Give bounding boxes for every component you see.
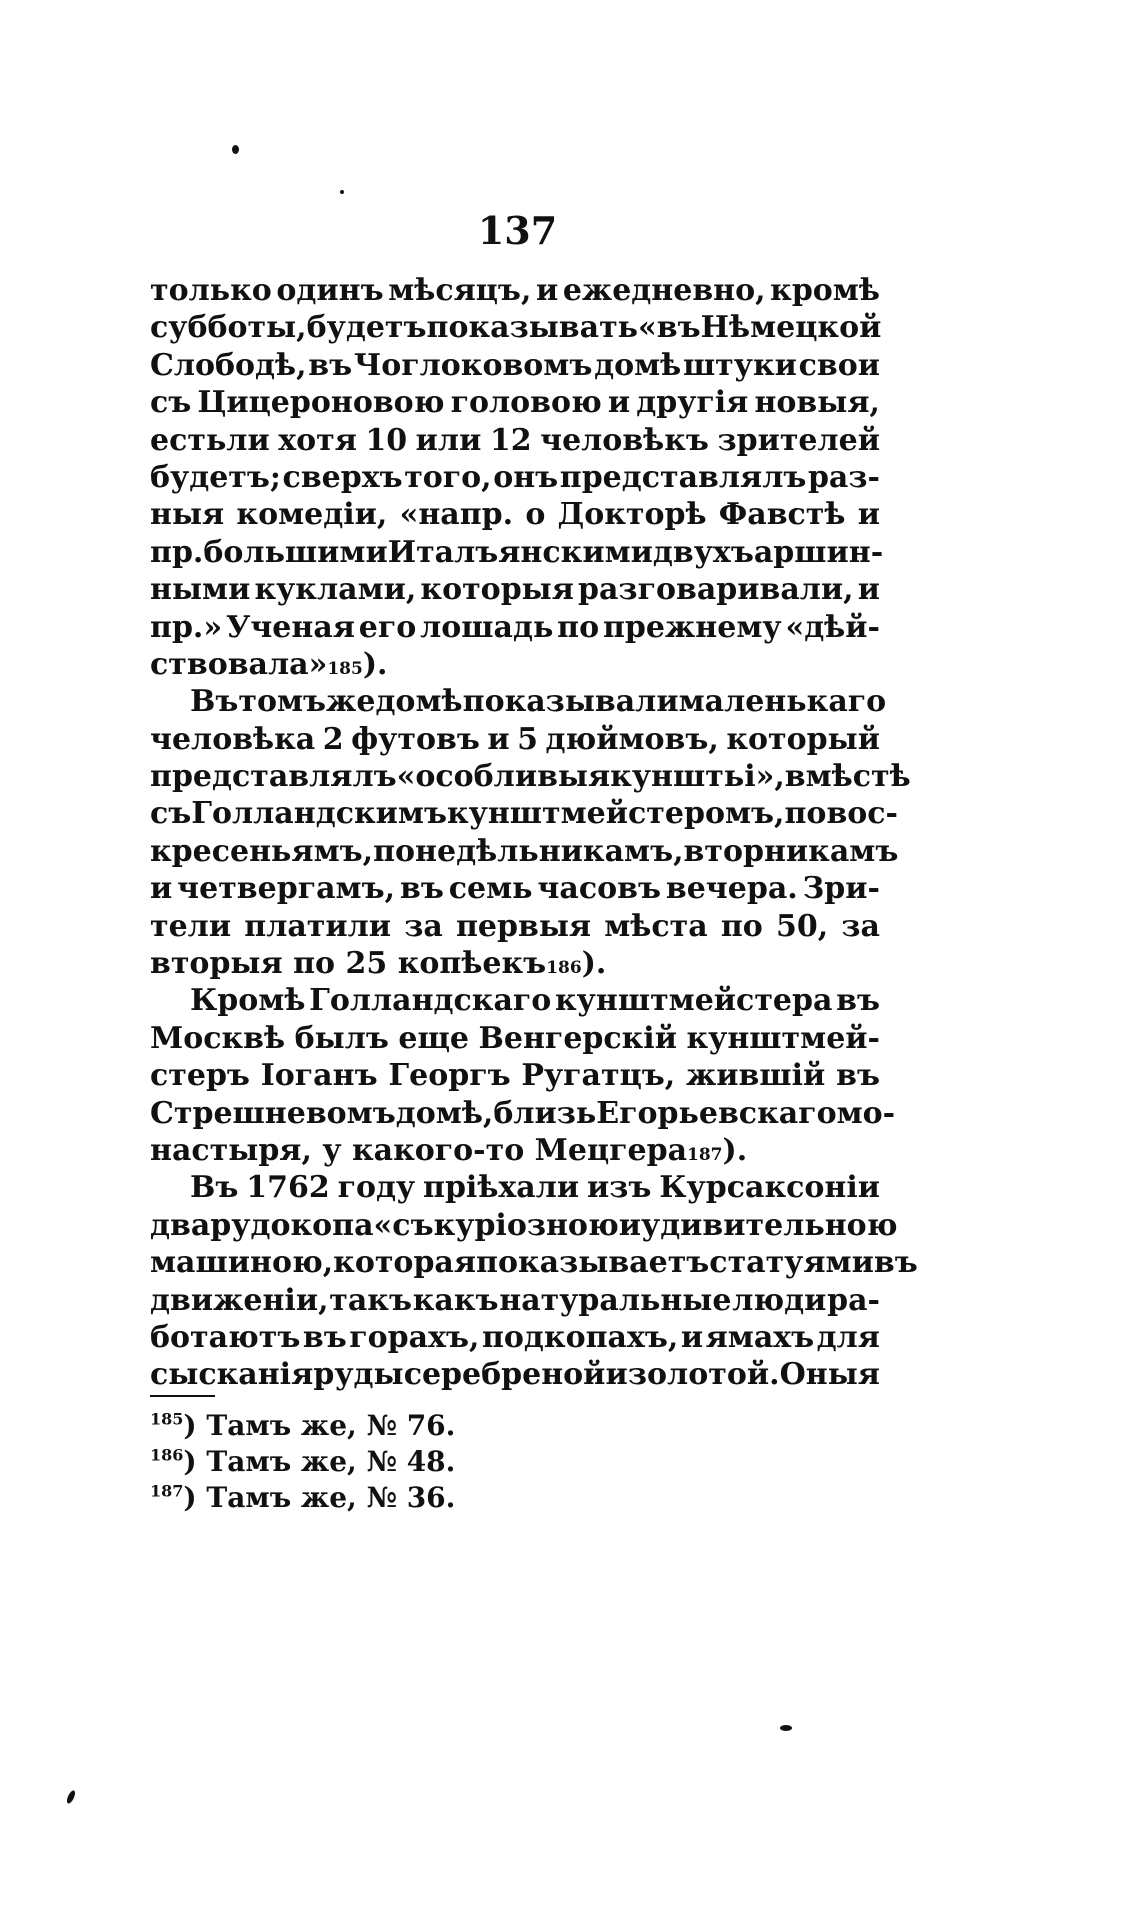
- footnote: $^{187}$) Тамъ же, № 36.: [150, 1481, 456, 1514]
- text-line: съ Голландскимъ кунштмейстеромъ, по вос-: [150, 796, 899, 832]
- scan-speck: [340, 190, 344, 194]
- text-line: и четвергамъ, въ семь часовъ вечера. Зри-: [150, 871, 880, 907]
- text-line: Стрешневомъ домѣ, близь Егорьевскаго мо-: [150, 1095, 896, 1131]
- body-text: [150, 272, 918, 1394]
- scan-speck: [780, 1725, 792, 1731]
- scan-speck: [65, 1789, 76, 1804]
- text-line: представлялъ «особливыя кунштьі», вмѣстѣ: [150, 759, 911, 795]
- text-line: движеніи, такъ какъ натуральные люди ра-: [150, 1282, 880, 1318]
- text-line: естьли хотя 10 или 12 человѣкъ зрителей: [150, 422, 880, 458]
- text-line: Кромѣ Голландскаго кунштмейстера въ: [190, 983, 880, 1019]
- text-line: ствовала» 185 ).: [150, 646, 388, 682]
- text-line: Слободѣ, въ Чоглоковомъ домѣ штуки свои: [150, 347, 880, 383]
- text-line: два рудокопа «съ куріозною и удивительною: [150, 1207, 898, 1243]
- text-line: будетъ; сверхъ того, онъ представлялъ раз-: [150, 459, 880, 495]
- text-line: сысканія руды серебреной и золотой. Оныя: [150, 1357, 880, 1393]
- page-number: 137: [477, 208, 558, 253]
- text-line: Въ 1762 году пріѣхали изъ Курсаксоніи: [190, 1170, 880, 1206]
- footnote: $^{185}$) Тамъ же, № 76.: [150, 1409, 456, 1442]
- text-line: Москвѣ былъ еще Венгерскій кунштмей-: [150, 1020, 880, 1056]
- text-line: только одинъ мѣсяцъ, и ежедневно, кромѣ: [150, 273, 880, 308]
- text-line: ными куклами, которыя разговаривали, и: [150, 572, 880, 608]
- text-line: настыря, у какого-то Мецгера 187 ).: [150, 1132, 748, 1168]
- text-line: кресеньямъ, понедѣльникамъ, вторникамъ: [150, 833, 899, 869]
- text-line: машиною, которая показываетъ статуями въ: [150, 1245, 918, 1281]
- text-line: вторыя по 25 копѣекъ 186 ).: [150, 946, 607, 982]
- text-line: Въ томъ же домѣ показывали маленькаго: [190, 684, 887, 720]
- text-line: пр.» Ученая его лошадь по прежнему «дѣй-: [150, 609, 880, 645]
- footnote-divider: [150, 1395, 215, 1397]
- text-line: ботаютъ въ горахъ, подкопахъ, и ямахъ для: [150, 1319, 880, 1355]
- footnote: $^{186}$) Тамъ же, № 48.: [150, 1445, 456, 1478]
- text-line: пр. большими Италъянскими двухъ аршин-: [150, 534, 884, 570]
- text-line: субботы, будетъ показывать «въ Нѣмецкой: [150, 310, 882, 346]
- scan-speck: [232, 145, 239, 154]
- text-line: тели платили за первыя мѣста по 50, за: [150, 908, 880, 944]
- footnotes: [150, 1408, 750, 1516]
- text-line: съ Цицероновою головою и другія новыя,: [150, 385, 880, 421]
- text-line: стеръ Іоганъ Георгъ Ругатцъ, жившій въ: [150, 1058, 880, 1094]
- text-line: человѣка 2 футовъ и 5 дюймовъ, который: [150, 721, 880, 757]
- text-line: ныя комедіи, «напр. о Докторѣ Фавстѣ и: [150, 497, 880, 533]
